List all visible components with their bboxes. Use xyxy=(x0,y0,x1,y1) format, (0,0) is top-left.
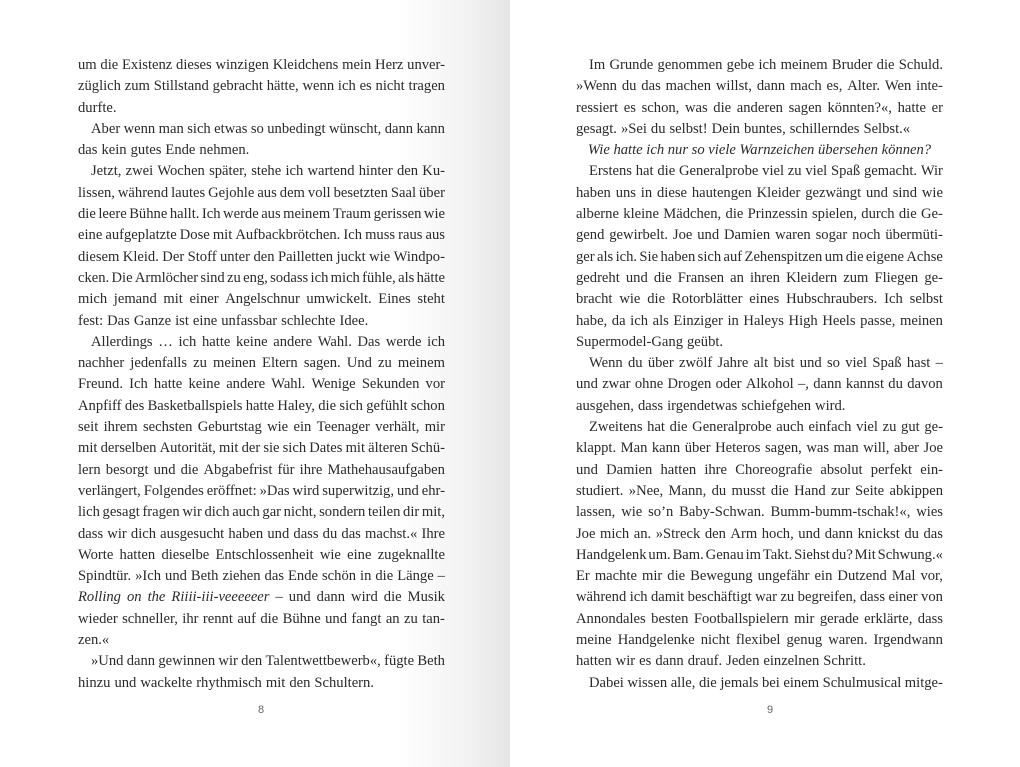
text-line: gesagt. »Sei du selbst! Dein buntes, schillerndes Selbst.« xyxy=(576,120,911,137)
text-line: Aber wenn man sich etwas so unbedingt wünscht, dann kann xyxy=(91,120,445,137)
text-line: klappt. Man kann über Heteros sagen, was man will, aber Joe xyxy=(576,440,943,457)
text-line: diesem Kleid. Der Stoff unter den Pailletten juckt wie Windpo- xyxy=(78,248,445,265)
text-line: um die Existenz dieses winzigen Kleidchens mein Herz unver- xyxy=(78,57,445,73)
text-line: alberne kleine Mädchen, die Prinzessin spielen, durch die Ge- xyxy=(576,206,943,223)
text-line: wieder schneller, ihr rennt auf die Bühne und fangt an zu tan- xyxy=(78,610,445,627)
text-line: Dabei wissen alle, die jemals bei einem Schulmusical mitge- xyxy=(589,674,943,691)
text-line: das kein gutes Ende nehmen. xyxy=(78,142,250,159)
text-line: bracht wie die Rotorblätter eines Hubschraubers. Ich selbst xyxy=(576,291,943,308)
text-line: während ich damit beschäftigt war zu begreifen, dass einer von xyxy=(576,589,943,606)
text-line: Wie hatte ich nur so viele Warnzeichen übersehen können? xyxy=(587,142,932,159)
text-line: Allerdings … ich hatte keine andere Wahl. Das werde ich xyxy=(91,333,445,350)
text-line: seit ihrem sechsten Geburtstag wie ein Teenager verhält, mir xyxy=(78,419,445,436)
text-line: Handgelenk um. Bam. Genau im Takt. Siehst du? Mit Schwung.« xyxy=(576,546,943,563)
text-line: hinzu und wackelte rhythmisch mit den Schultern. xyxy=(78,674,374,691)
text-line: studiert. »Nee, Mann, du musst die Hand zur Seite abkippen xyxy=(576,482,943,499)
text-line: Im Grunde genommen gebe ich meinem Bruder die Schuld. xyxy=(589,57,943,73)
right-page-text xyxy=(576,55,943,694)
text-line: mich jemand mit einer Angelschnur umwickelt. Eines steht xyxy=(78,291,445,308)
text-line: züglich zum Stillstand gebracht hätte, wenn ich es nicht tragen xyxy=(78,78,445,95)
text-line: cken. Die Armlöcher sind zu eng, sodass ich mich fühle, als hätte xyxy=(78,269,445,286)
text-line: lern besorgt und die Abgabefrist für ihre Mathehausaufgaben xyxy=(78,461,445,478)
text-line: gedreht und die Fransen an ihren Kleidern zum Fliegen ge- xyxy=(576,269,943,286)
text-line: fest: Das Ganze ist eine unfassbar schlechte Idee. xyxy=(78,312,369,329)
text-line: zen.« xyxy=(78,632,110,649)
text-line: und Damien hatten ihre Choreografie absolut perfekt ein- xyxy=(576,461,943,478)
text-line: und zwar ohne Drogen oder Alkohol –, dann kannst du davon xyxy=(576,376,943,393)
text-line: nachher jedenfalls zu meinen Eltern sagen. Und zu meinem xyxy=(78,355,445,372)
text-line: Wenn du über zwölf Jahre alt bist und so viel Spaß hast – xyxy=(589,355,943,372)
text-line: Rolling on the Riiii-iii-veeeeeer – und dann wird die Musik xyxy=(78,589,445,606)
page-number-left: 8 xyxy=(257,704,265,716)
text-line: »Und dann gewinnen wir den Talentwettbewerb«, fügte Beth xyxy=(91,653,445,670)
text-line: habe, da ich als Einziger in Haleys High Heels passe, meinen xyxy=(576,312,943,329)
text-line: Joe mich an. »Streck den Arm hoch, und dann knickst du das xyxy=(576,525,943,542)
text-line: Zweitens hat die Generalprobe auch einfach viel zu gut ge- xyxy=(589,419,943,436)
text-line: haben uns in diese hautengen Kleider gezwängt und sind wie xyxy=(576,184,943,201)
text-line: Anpfiff des Basketballspiels hatte Haley, die sich gefühlt schon xyxy=(78,397,445,414)
text-line: lissen, während lautes Gejohle aus dem voll besetzten Saal über xyxy=(78,184,445,201)
text-line: hatten wir es dann drauf. Jeden einzelnen Schritt. xyxy=(576,653,866,670)
text-line: ressiert es schon, was die anderen sagen könnten?«, hatte er xyxy=(576,99,943,116)
text-line: mit derselben Autorität, mit der sie sich Dates mit älteren Schü- xyxy=(78,440,445,457)
text-line: durfte. xyxy=(78,99,117,116)
text-line: verlängert, Folgendes eröffnet: »Das wird superwitzig, und ehr- xyxy=(78,482,445,499)
text-line: Jetzt, zwei Wochen später, stehe ich wartend hinter den Ku- xyxy=(91,163,445,180)
text-line: Supermodel-Gang geübt. xyxy=(576,333,724,350)
text-line: die leere Bühne hallt. Ich werde aus meinem Traum gerissen wie xyxy=(78,206,445,223)
text-line: eine aufgeplatzte Dose mit Aufbackbrötchen. Ich muss raus aus xyxy=(78,227,445,244)
text-line: meine Handgelenke nicht flexibel genug waren. Irgendwann xyxy=(576,632,943,649)
text-line: lassen, wie so’n Baby-Schwan. Bumm-bumm-tschak!«, wies xyxy=(576,504,943,521)
text-line: lich gesagt fragen wir dich auch gar nicht, sondern teilen dir mit, xyxy=(78,504,445,521)
text-line: Erstens hat die Generalprobe viel zu viel Spaß gemacht. Wir xyxy=(589,163,943,180)
text-line: Annondales besten Footballspielern mir gerade erklärte, dass xyxy=(576,610,943,627)
text-line: Freund. Ich hatte keine andere Wahl. Wenige Sekunden vor xyxy=(78,376,445,393)
text-line: dass wir dich ausgesucht haben und dass du das machst.« Ihre xyxy=(78,525,445,542)
text-line: ger als ich. Sie haben sich auf Zehenspitzen um die eigene Achse xyxy=(576,248,943,265)
text-line: Spindtür. »Ich und Beth ziehen das Ende schön in die Länge – xyxy=(78,568,445,585)
text-line: Worte hatten dieselbe Entschlossenheit wie eine zugeknallte xyxy=(78,546,445,563)
right-page xyxy=(510,0,1020,767)
text-line: gend gewirbelt. Joe und Damien waren sogar noch übermüti- xyxy=(576,227,943,244)
text-line: Er machte mir die Bewegung ungefähr ein Dutzend Mal vor, xyxy=(576,568,943,585)
text-line: ausgehen, dass irgendetwas schiefgehen wird. xyxy=(576,397,846,414)
page-number-right: 9 xyxy=(766,704,774,716)
left-page-text xyxy=(78,55,445,694)
text-line: »Wenn du das machen willst, dann mach es, Alter. Wen inte- xyxy=(576,78,943,95)
